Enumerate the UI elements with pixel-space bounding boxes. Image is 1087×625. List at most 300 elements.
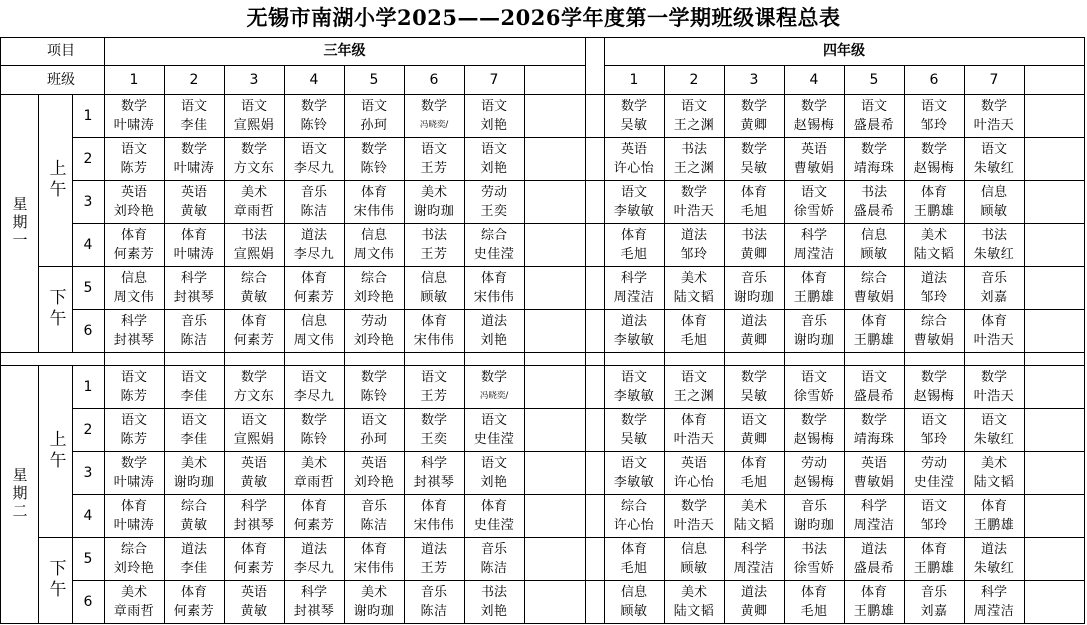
subject: 美术 — [180, 455, 207, 471]
grade-4-class-7-text: 7 — [989, 71, 999, 88]
teacher: 宋伟伟 — [353, 203, 395, 219]
teacher: 王奕 — [420, 431, 448, 447]
grade-3-left-border — [104, 37, 105, 624]
grade-3-class-4 — [284, 65, 344, 94]
day-label — [0, 94, 38, 352]
subject: 道法 — [420, 541, 447, 557]
grade-4-class-5-text: 5 — [869, 71, 879, 88]
lesson-cell — [964, 266, 1024, 309]
teacher: 周文伟 — [293, 332, 335, 348]
lesson-cell — [664, 408, 724, 451]
subject: 音乐 — [420, 584, 447, 600]
lesson-cell — [604, 580, 664, 623]
lesson-cell — [464, 537, 524, 580]
subject: 道法 — [740, 584, 767, 600]
grade-4-class-7 — [964, 65, 1024, 94]
subject: 语文 — [620, 184, 647, 200]
grade-3-class-5-text: 5 — [369, 71, 379, 88]
subject: 道法 — [980, 541, 1007, 557]
subject: 体育 — [860, 313, 887, 329]
subject: 体育 — [800, 584, 827, 600]
teacher: 朱敏红 — [973, 246, 1015, 262]
teacher: 宋伟伟 — [353, 560, 395, 576]
lesson-cell — [224, 94, 284, 137]
lesson-column-line — [72, 365, 73, 623]
period-label — [38, 365, 72, 537]
teacher: 刘玲艳 — [113, 560, 155, 576]
subject: 语文 — [480, 141, 507, 157]
teacher: 史佳滢 — [913, 474, 955, 490]
column-line — [1024, 65, 1025, 624]
lesson-cell — [844, 537, 904, 580]
lesson-number-text: 4 — [83, 507, 93, 524]
subject: 综合 — [180, 498, 207, 514]
lesson-cell — [784, 180, 844, 223]
subject: 语文 — [920, 412, 947, 428]
teacher: 叶浩天 — [673, 431, 715, 447]
teacher: 史佳滢 — [473, 246, 515, 262]
teacher: 宋伟伟 — [413, 332, 455, 348]
subject: 数学 — [300, 412, 327, 428]
teacher: 刘玲艳 — [353, 474, 395, 490]
lesson-number-text: 2 — [83, 150, 93, 167]
period-label-text: 下午 — [45, 559, 66, 601]
teacher: 史佳滢 — [473, 517, 515, 533]
teacher: 陈铃 — [360, 160, 388, 176]
subject: 数学 — [300, 98, 327, 114]
teacher: 章雨哲 — [233, 203, 275, 219]
teacher: 朱敏红 — [973, 560, 1015, 576]
teacher: 何素芳 — [233, 560, 275, 576]
teacher: 周滢洁 — [793, 246, 835, 262]
teacher: 方文东 — [233, 388, 275, 404]
lesson-cell — [604, 408, 664, 451]
grade-4-class-3 — [724, 65, 784, 94]
lesson-cell — [344, 537, 404, 580]
teacher: 盛晨希 — [853, 203, 895, 219]
lesson-cell — [344, 94, 404, 137]
subject: 综合 — [920, 313, 947, 329]
subject: 道法 — [620, 313, 647, 329]
lesson-cell — [224, 408, 284, 451]
lesson-cell — [104, 223, 164, 266]
subject: 体育 — [240, 313, 267, 329]
subject: 美术 — [680, 270, 707, 286]
lesson-cell — [104, 137, 164, 180]
teacher: 何素芳 — [173, 603, 215, 619]
teacher: 刘艳 — [480, 117, 508, 133]
subject: 语文 — [240, 412, 267, 428]
grade-4-class-1-text: 1 — [629, 71, 639, 88]
teacher: 顾敏 — [620, 603, 648, 619]
table-right-border — [1084, 37, 1085, 624]
lesson-cell — [664, 137, 724, 180]
teacher: 刘嘉 — [980, 289, 1008, 305]
column-line — [524, 65, 525, 624]
grade-3-class-6 — [404, 65, 464, 94]
lesson-cell — [224, 494, 284, 537]
subject: 劳动 — [800, 455, 827, 471]
teacher: 陈芳 — [120, 388, 148, 404]
teacher: 王鹏雄 — [793, 289, 835, 305]
teacher: 宣熙娟 — [233, 246, 275, 262]
lesson-cell — [664, 580, 724, 623]
subject: 语文 — [180, 369, 207, 385]
subject: 科学 — [740, 541, 767, 557]
lesson-cell — [404, 309, 464, 352]
teacher: 刘艳 — [480, 474, 508, 490]
lesson-number — [72, 180, 104, 223]
subject: 数学 — [120, 455, 147, 471]
lesson-cell — [604, 223, 664, 266]
lesson-cell — [404, 365, 464, 408]
lesson-cell — [904, 494, 964, 537]
subject: 体育 — [240, 541, 267, 557]
lesson-cell — [404, 580, 464, 623]
lesson-cell — [284, 365, 344, 408]
teacher: 毛旭 — [620, 246, 648, 262]
lesson-cell — [604, 494, 664, 537]
teacher: 黄卿 — [740, 332, 768, 348]
subject: 美术 — [980, 455, 1007, 471]
grade-4-header-text: 四年级 — [823, 43, 865, 59]
teacher: 赵锡梅 — [793, 431, 835, 447]
subject: 语文 — [480, 455, 507, 471]
lesson-cell — [404, 137, 464, 180]
teacher: 吴敏 — [740, 388, 768, 404]
day-bottom-line — [0, 623, 1084, 624]
subject: 科学 — [620, 270, 647, 286]
teacher: 盛晨希 — [853, 117, 895, 133]
subject: 英语 — [860, 455, 887, 471]
subject: 英语 — [800, 141, 827, 157]
lesson-number — [72, 494, 104, 537]
lesson-cell — [344, 365, 404, 408]
teacher: 顾敏 — [860, 246, 888, 262]
lesson-cell — [784, 494, 844, 537]
subject: 体育 — [800, 270, 827, 286]
lesson-cell — [404, 451, 464, 494]
subject: 科学 — [120, 313, 147, 329]
subject: 科学 — [420, 455, 447, 471]
teacher: 陈铃 — [300, 431, 328, 447]
subject: 音乐 — [980, 270, 1007, 286]
lesson-cell — [164, 180, 224, 223]
lesson-cell — [224, 223, 284, 266]
subject: 数学 — [240, 369, 267, 385]
teacher: 陆文韬 — [673, 289, 715, 305]
lesson-cell — [404, 494, 464, 537]
teacher: 封祺琴 — [173, 289, 215, 305]
grade-3-header — [104, 37, 585, 65]
teacher: 曹敏娟 — [853, 474, 895, 490]
subject: 语文 — [480, 98, 507, 114]
teacher: 王鹏雄 — [913, 560, 955, 576]
lesson-cell — [344, 451, 404, 494]
lesson-cell — [844, 137, 904, 180]
lesson-cell — [284, 137, 344, 180]
subject: 语文 — [860, 369, 887, 385]
subject: 数学 — [360, 369, 387, 385]
teacher: 周文伟 — [353, 246, 395, 262]
lesson-cell — [344, 180, 404, 223]
lesson-cell — [724, 266, 784, 309]
teacher: 谢昀珈 — [793, 332, 835, 348]
lesson-cell — [964, 580, 1024, 623]
subject: 数学 — [120, 98, 147, 114]
grade-4-class-4-text: 4 — [809, 71, 819, 88]
grade-3-class-7 — [464, 65, 524, 94]
teacher: 邹玲 — [920, 517, 948, 533]
lesson-number — [72, 137, 104, 180]
teacher: 王鹏雄 — [853, 603, 895, 619]
grade-3-class-4-text: 4 — [309, 71, 319, 88]
lesson-cell — [464, 580, 524, 623]
teacher: 徐雪娇 — [793, 203, 835, 219]
grade-4-class-2 — [664, 65, 724, 94]
grade-3-right-border — [585, 37, 586, 624]
subject: 体育 — [180, 584, 207, 600]
subject: 书法 — [680, 141, 707, 157]
column-line — [964, 65, 965, 624]
teacher: 王芳 — [420, 246, 448, 262]
subject: 语文 — [800, 184, 827, 200]
teacher: 何素芳 — [233, 332, 275, 348]
subject: 音乐 — [800, 498, 827, 514]
teacher: 李敏敏 — [613, 388, 655, 404]
teacher: 刘玲艳 — [113, 203, 155, 219]
lesson-cell — [784, 223, 844, 266]
day-bottom-line — [0, 352, 1084, 353]
lesson-cell — [784, 94, 844, 137]
lesson-cell — [104, 494, 164, 537]
teacher: 黄敏 — [240, 603, 268, 619]
lesson-cell — [164, 537, 224, 580]
lesson-cell — [964, 537, 1024, 580]
lesson-number-text: 3 — [83, 193, 93, 210]
subject: 英语 — [620, 141, 647, 157]
lesson-cell — [724, 94, 784, 137]
subject: 数学 — [680, 498, 707, 514]
teacher: 赵锡梅 — [793, 117, 835, 133]
subject: 数学 — [920, 141, 947, 157]
lesson-cell — [164, 451, 224, 494]
lesson-cell — [284, 266, 344, 309]
subject: 数学 — [180, 141, 207, 157]
lesson-cell — [724, 223, 784, 266]
lesson-cell — [224, 451, 284, 494]
subject: 英语 — [120, 184, 147, 200]
subject: 综合 — [860, 270, 887, 286]
lesson-cell — [404, 180, 464, 223]
subject: 书法 — [860, 184, 887, 200]
lesson-number — [72, 580, 104, 623]
teacher: 赵锡梅 — [913, 388, 955, 404]
lesson-number — [72, 94, 104, 137]
teacher: 毛旭 — [740, 203, 768, 219]
lesson-cell — [224, 180, 284, 223]
subject: 音乐 — [360, 498, 387, 514]
subject: 语文 — [420, 369, 447, 385]
lesson-cell — [284, 451, 344, 494]
subject: 语文 — [920, 498, 947, 514]
lesson-number-text: 1 — [83, 378, 93, 395]
lesson-number-text: 1 — [83, 107, 93, 124]
lesson-cell — [464, 408, 524, 451]
lesson-number — [72, 537, 104, 580]
teacher: 章雨哲 — [113, 603, 155, 619]
lesson-cell — [104, 365, 164, 408]
teacher: 叶啸涛 — [173, 160, 215, 176]
lesson-cell — [224, 580, 284, 623]
class-label-text: 班级 — [47, 71, 75, 88]
teacher: 曹敏娟 — [793, 160, 835, 176]
lesson-cell — [784, 451, 844, 494]
lesson-cell — [724, 137, 784, 180]
lesson-cell — [284, 94, 344, 137]
subject: 数学 — [860, 141, 887, 157]
lesson-cell — [844, 309, 904, 352]
subject: 道法 — [480, 313, 507, 329]
lesson-cell — [664, 451, 724, 494]
lesson-cell — [284, 180, 344, 223]
subject: 道法 — [740, 313, 767, 329]
lesson-cell — [904, 94, 964, 137]
subject: 音乐 — [740, 270, 767, 286]
lesson-cell — [844, 580, 904, 623]
subject: 体育 — [980, 313, 1007, 329]
teacher: 周滢洁 — [853, 517, 895, 533]
teacher: 毛旭 — [800, 603, 828, 619]
teacher: 李佳 — [180, 388, 208, 404]
lesson-cell — [904, 266, 964, 309]
subject: 体育 — [860, 584, 887, 600]
teacher: 谢昀珈 — [413, 203, 455, 219]
subject: 体育 — [920, 184, 947, 200]
lesson-cell — [284, 309, 344, 352]
subject: 体育 — [360, 184, 387, 200]
teacher: 陈洁 — [300, 203, 328, 219]
column-line — [404, 65, 405, 624]
grade-3-class-3-text: 3 — [249, 71, 259, 88]
lesson-cell — [964, 408, 1024, 451]
lesson-cell — [164, 266, 224, 309]
teacher: 李佳 — [180, 431, 208, 447]
teacher: 封祺琴 — [233, 517, 275, 533]
grade-4-class-6-text: 6 — [929, 71, 939, 88]
grade-4-left-border — [604, 37, 605, 624]
period-label-text: 下午 — [45, 288, 66, 330]
teacher: 叶浩天 — [973, 117, 1015, 133]
teacher: 吴敏 — [620, 431, 648, 447]
lesson-cell — [104, 309, 164, 352]
lesson-cell — [664, 266, 724, 309]
subject: 信息 — [860, 227, 887, 243]
teacher: 许心怡 — [613, 517, 655, 533]
lesson-number-text: 3 — [83, 464, 93, 481]
item-label-text: 项目 — [47, 43, 75, 59]
subject: 信息 — [680, 541, 707, 557]
subject: 体育 — [120, 498, 147, 514]
subject: 数学 — [480, 369, 507, 385]
teacher: 邹玲 — [920, 117, 948, 133]
lesson-cell — [904, 180, 964, 223]
lesson-cell — [284, 537, 344, 580]
grade-4-header — [604, 37, 1084, 65]
lesson-cell — [464, 309, 524, 352]
lesson-cell — [464, 365, 524, 408]
item-label — [28, 37, 94, 65]
teacher: 李佳 — [180, 117, 208, 133]
teacher: 孙珂 — [360, 117, 388, 133]
lesson-cell — [604, 266, 664, 309]
subject: 书法 — [420, 227, 447, 243]
column-line — [284, 65, 285, 624]
grade-4-class-1 — [604, 65, 664, 94]
teacher: 陆文韬 — [733, 517, 775, 533]
teacher: 靖海珠 — [853, 431, 895, 447]
grade-4-class-3-text: 3 — [749, 71, 759, 88]
teacher: 许心怡 — [613, 160, 655, 176]
subject: 信息 — [620, 584, 647, 600]
subject: 数学 — [620, 98, 647, 114]
lesson-cell — [344, 309, 404, 352]
teacher: 叶浩天 — [673, 203, 715, 219]
teacher: 朱敏红 — [973, 160, 1015, 176]
teacher: 毛旭 — [740, 474, 768, 490]
lesson-cell — [904, 309, 964, 352]
lesson-cell — [284, 408, 344, 451]
lesson-cell — [284, 580, 344, 623]
subject: 语文 — [680, 98, 707, 114]
teacher: 叶浩天 — [673, 517, 715, 533]
teacher: 顾敏 — [680, 560, 708, 576]
subject: 语文 — [300, 369, 327, 385]
teacher: 刘玲艳 — [353, 289, 395, 305]
teacher: 冯晓奕/ — [479, 390, 509, 401]
subject: 音乐 — [480, 541, 507, 557]
lesson-cell — [904, 223, 964, 266]
subject: 体育 — [740, 184, 767, 200]
grade-3-class-1-text: 1 — [129, 71, 139, 88]
teacher: 方文东 — [233, 160, 275, 176]
lesson-cell — [844, 451, 904, 494]
subject: 美术 — [240, 184, 267, 200]
lesson-cell — [904, 580, 964, 623]
subject: 英语 — [360, 455, 387, 471]
period-label — [38, 537, 72, 623]
teacher: 谢昀珈 — [353, 603, 395, 619]
lesson-cell — [664, 365, 724, 408]
lesson-number — [72, 365, 104, 408]
teacher: 王奕 — [480, 203, 508, 219]
teacher: 宋伟伟 — [473, 289, 515, 305]
teacher: 李佳 — [180, 560, 208, 576]
subject: 语文 — [980, 412, 1007, 428]
lesson-cell — [404, 94, 464, 137]
teacher: 宋伟伟 — [413, 517, 455, 533]
lesson-cell — [344, 137, 404, 180]
lesson-cell — [164, 580, 224, 623]
lesson-cell — [844, 266, 904, 309]
subject: 数学 — [800, 98, 827, 114]
subject: 体育 — [620, 541, 647, 557]
subject: 语文 — [920, 98, 947, 114]
lesson-cell — [724, 365, 784, 408]
teacher: 吴敏 — [620, 117, 648, 133]
table-left-border — [0, 37, 1, 624]
subject: 语文 — [620, 455, 647, 471]
